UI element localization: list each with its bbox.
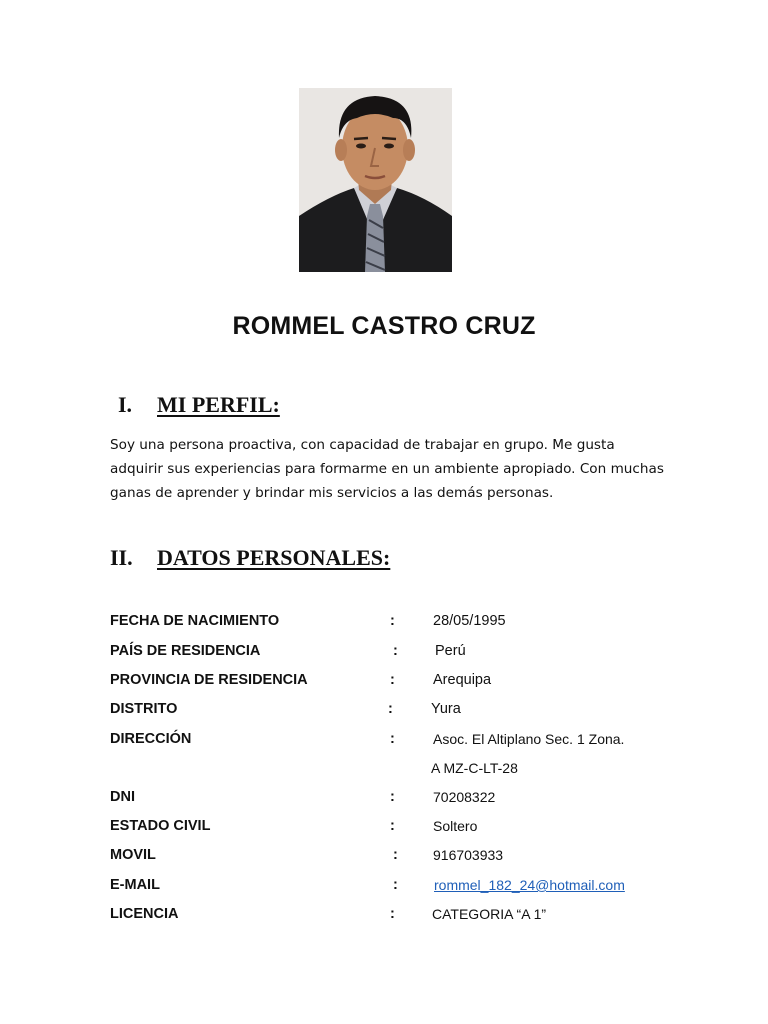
email-link[interactable]: rommel_182_24@hotmail.com (434, 877, 625, 893)
field-label: PAÍS DE RESIDENCIA (110, 643, 261, 659)
field-value: 916703933 (433, 847, 504, 863)
field-colon: : (390, 731, 395, 747)
section-title: DATOS PERSONALES: (157, 545, 391, 570)
field-colon: : (390, 789, 395, 805)
field-colon: : (388, 701, 393, 717)
section-heading-profile (118, 392, 280, 418)
field-colon: : (393, 877, 398, 893)
field-value: Asoc. El Altiplano Sec. 1 Zona. (433, 731, 625, 747)
candidate-name: ROMMEL CASTRO CRUZ (232, 312, 536, 340)
field-colon: : (390, 818, 395, 834)
section-number: II. (110, 545, 133, 570)
field-value: Soltero (433, 818, 478, 834)
field-value: 70208322 (433, 789, 496, 805)
field-label: DISTRITO (110, 701, 178, 717)
field-label: LICENCIA (110, 906, 179, 922)
profile-paragraph: Soy una persona proactiva, con capacidad de trabajar en grupo. Me gusta adquirir sus experiencias para formarme en un ambiente apropiado. Con muchas ganas de aprender y brindar mis servicios a las demás personas. (110, 437, 664, 501)
profile-photo (299, 88, 452, 272)
field-value-line2: A MZ-C-LT-28 (431, 760, 518, 776)
field-label: E-MAIL (110, 877, 160, 893)
field-value: Yura (431, 701, 461, 717)
section-heading-personal-data (110, 545, 390, 571)
field-value: Arequipa (433, 672, 492, 688)
field-colon: : (393, 847, 398, 863)
field-colon: : (390, 906, 395, 922)
section-title: MI PERFIL: (157, 392, 280, 417)
field-label: ESTADO CIVIL (110, 818, 211, 834)
field-colon: : (393, 643, 398, 659)
field-colon: : (390, 613, 395, 629)
field-colon: : (390, 672, 395, 688)
field-label: PROVINCIA DE RESIDENCIA (110, 672, 308, 688)
field-label: DNI (110, 789, 135, 805)
field-value: Perú (435, 643, 466, 659)
section-number: I. (118, 392, 133, 417)
field-label: DIRECCIÓN (110, 731, 192, 747)
field-label: MOVIL (110, 847, 156, 863)
field-value: 28/05/1995 (433, 613, 506, 629)
field-label: FECHA DE NACIMIENTO (110, 613, 280, 629)
field-value: CATEGORIA “A 1” (432, 906, 547, 922)
